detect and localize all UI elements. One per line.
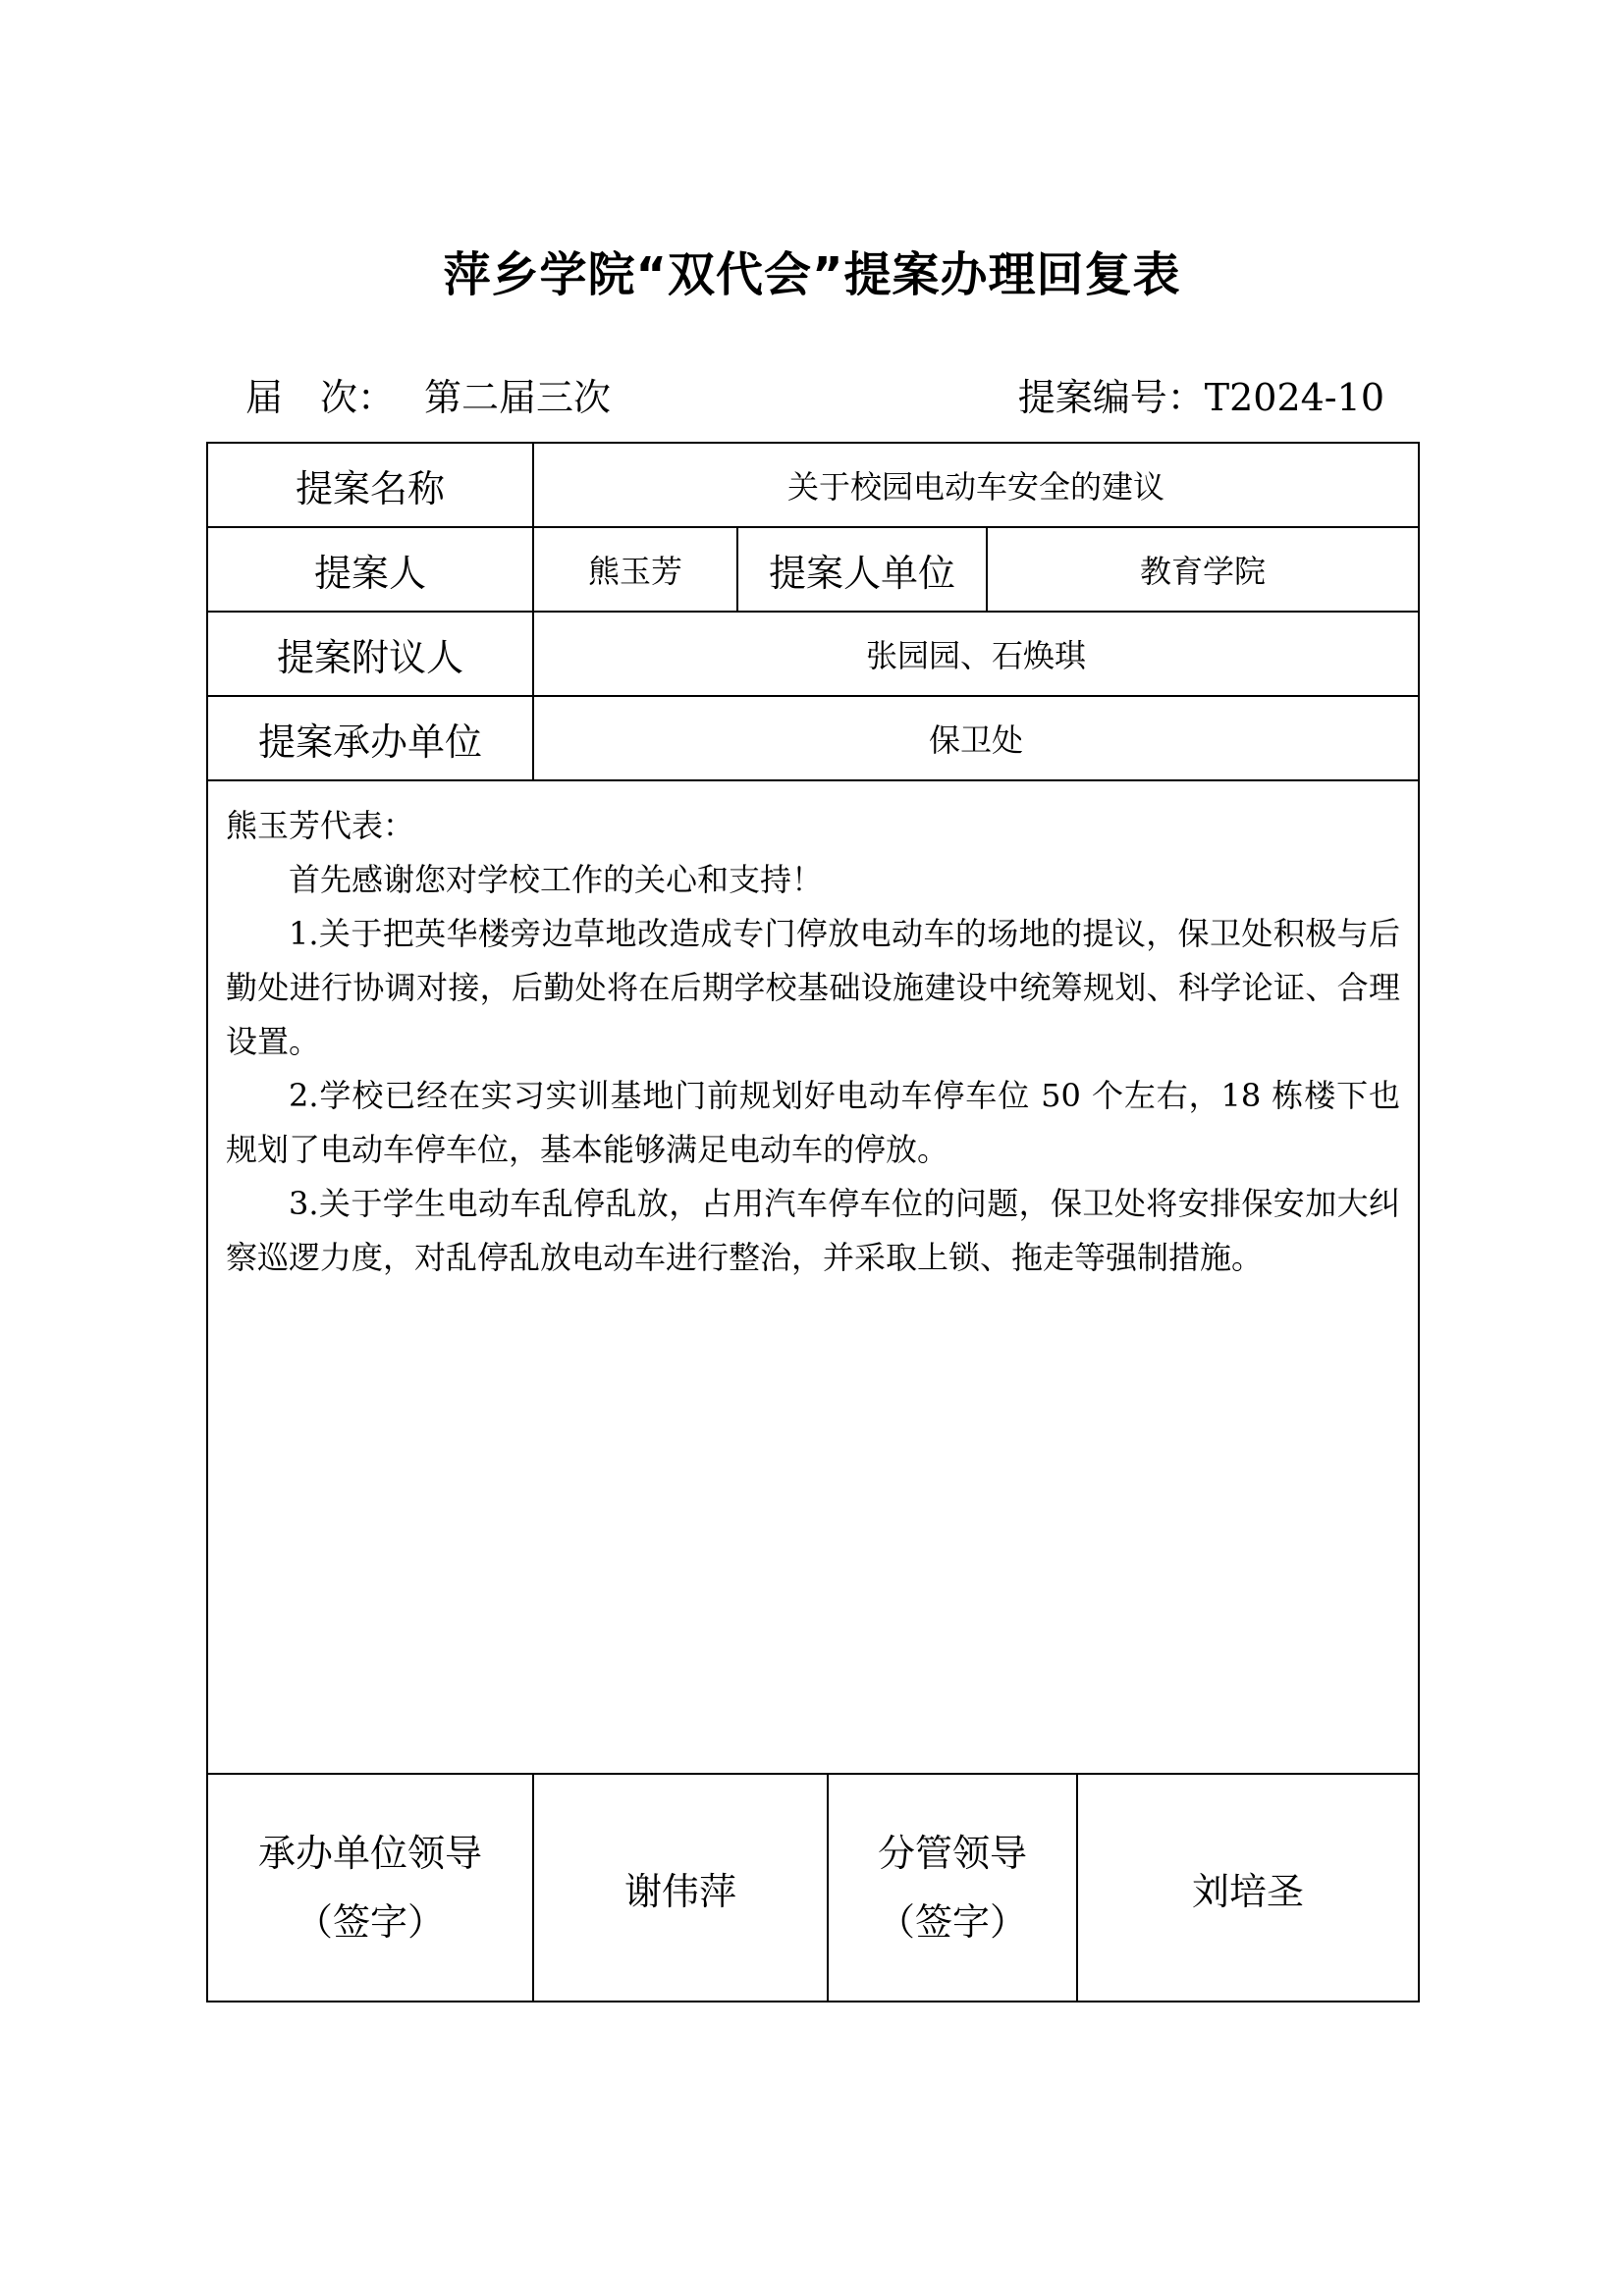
- proposal-name-row: [207, 443, 1419, 527]
- seconders-value: 张园园、石焕琪: [533, 612, 1419, 696]
- supervising-leader-label-cell: [828, 1774, 1077, 2002]
- reply-content: [207, 780, 1419, 1774]
- proposal-number-value: T2024-10: [1204, 376, 1384, 419]
- proposer-unit-value: 教育学院: [987, 527, 1419, 612]
- reply-paragraph: 3.关于学生电动车乱停乱放，占用汽车停车位的问题，保卫处将安排保安加大纠察巡逻力度，对乱停乱放电动车进行整治，并采取上锁、拖走等强制措施。: [226, 1185, 1400, 1276]
- session-value: 第二届三次: [424, 376, 612, 419]
- proposal-reply-table: [206, 442, 1420, 2002]
- proposal-name-label: 提案名称: [207, 443, 533, 527]
- meta-row: [245, 373, 1384, 422]
- handling-leader-note: （签字）: [295, 1900, 445, 1944]
- handling-leader-label: 承办单位领导: [257, 1832, 482, 1875]
- proposal-number-label: 提案编号：: [1017, 376, 1205, 419]
- supervising-leader-name: 刘培圣: [1077, 1774, 1419, 2002]
- proposal-name-value: 关于校园电动车安全的建议: [533, 443, 1419, 527]
- supervising-leader-note: （签字）: [877, 1900, 1027, 1944]
- proposer-label: 提案人: [207, 527, 533, 612]
- reply-paragraph: 首先感谢您对学校工作的关心和支持！: [289, 861, 824, 898]
- document-title: 萍乡学院“双代会”提案办理回复表: [443, 247, 1181, 302]
- seconders-row: [207, 612, 1419, 696]
- proposer-row: [207, 527, 1419, 612]
- session-label: 届 次：: [245, 376, 396, 419]
- proposer-value: 熊玉芳: [533, 527, 737, 612]
- reply-salutation: 熊玉芳代表：: [226, 807, 415, 844]
- handling-unit-row: [207, 696, 1419, 780]
- signature-row: [207, 1774, 1419, 2002]
- handling-leader-name: 谢伟萍: [533, 1774, 828, 2002]
- supervising-leader-label: 分管领导: [877, 1832, 1027, 1875]
- handling-unit-label: 提案承办单位: [207, 696, 533, 780]
- handling-leader-label-cell: [207, 1774, 533, 2002]
- seconders-label: 提案附议人: [207, 612, 533, 696]
- proposal-number-info: [1018, 373, 1384, 422]
- reply-paragraph: 1.关于把英华楼旁边草地改造成专门停放电动车的场地的提议，保卫处积极与后勤处进行协调对接，后勤处将在后期学校基础设施建设中统筹规划、科学论证、合理设置。: [226, 915, 1400, 1060]
- proposer-unit-label: 提案人单位: [737, 527, 987, 612]
- session-info: [245, 373, 611, 422]
- handling-unit-value: 保卫处: [533, 696, 1419, 780]
- reply-content-row: [207, 780, 1419, 1774]
- reply-paragraph: 2.学校已经在实习实训基地门前规划好电动车停车位 50 个左右，18 栋楼下也规划了电动车停车位，基本能够满足电动车的停放。: [226, 1077, 1400, 1168]
